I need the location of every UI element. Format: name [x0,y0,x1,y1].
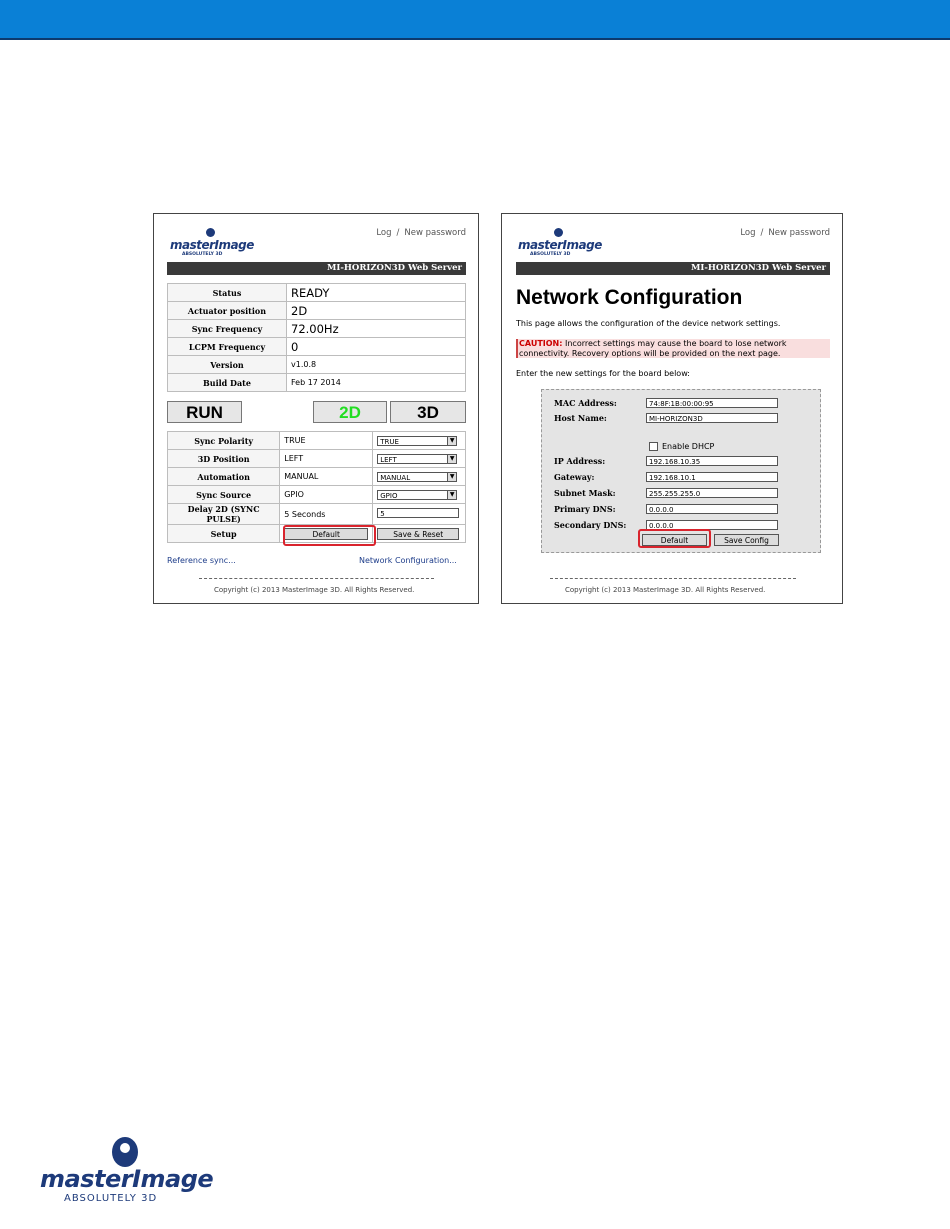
default-button-highlight [283,525,376,546]
primary-dns-input[interactable]: 0.0.0.0 [646,504,778,514]
mac-address-input[interactable]: 74:8F:1B:00:00:95 [646,398,778,408]
intro-text: This page allows the configuration of the device network settings. [516,319,781,328]
new-password-link[interactable]: New password [768,228,830,238]
default-button[interactable]: Default [642,534,707,546]
top-links: Log / New password [740,228,830,238]
gateway-input[interactable]: 192.168.10.1 [646,472,778,482]
copyright-text: Copyright (c) 2013 MasterImage 3D. All Rights Reserved. [214,586,415,594]
network-configuration-panel [501,213,843,604]
logo-eye-highlight [120,1143,130,1153]
table-row: Actuator position 2D [168,302,466,320]
ip-address-input[interactable]: 192.168.10.35 [646,456,778,466]
enable-dhcp-checkbox[interactable]: Enable DHCP [649,442,714,451]
top-links: Log / New password [376,228,466,238]
masterimage-logo: masterImage ABSOLUTELY 3D [170,228,254,257]
server-title-bar: MI-HORIZON3D Web Server [167,262,466,275]
checkbox-icon [649,442,658,451]
sync-polarity-select[interactable]: TRUE ▼ [377,436,457,446]
subnet-mask-input[interactable]: 255.255.255.0 [646,488,778,498]
logo-eye-icon [206,228,215,237]
table-row: Sync Source GPIO GPIO ▼ [168,486,466,504]
automation-select[interactable]: MANUAL ▼ [377,472,457,482]
footer-divider [550,578,796,579]
enter-settings-text: Enter the new settings for the board below: [516,369,690,378]
new-password-link[interactable]: New password [404,228,466,238]
mode-2d-button[interactable]: 2D [313,401,387,423]
table-row: 3D Position LEFT LEFT ▼ [168,450,466,468]
web-server-status-panel [153,213,479,604]
save-reset-button[interactable]: Save & Reset [377,528,459,540]
chevron-down-icon: ▼ [447,473,456,481]
footer-divider [199,578,434,579]
sync-source-select[interactable]: GPIO ▼ [377,490,457,500]
host-name-input[interactable]: MI-HORIZON3D [646,413,778,423]
copyright-text: Copyright (c) 2013 MasterImage 3D. All Rights Reserved. [565,586,766,594]
log-link[interactable]: Log [376,228,392,238]
chevron-down-icon: ▼ [447,455,456,463]
table-row: Status READY [168,284,466,302]
chevron-down-icon: ▼ [447,437,456,445]
table-row: Delay 2D (SYNC PULSE) 5 Seconds 5 [168,504,466,525]
mode-3d-button[interactable]: 3D [390,401,466,423]
masterimage-logo: masterImage ABSOLUTELY 3D [518,228,602,257]
secondary-dns-input[interactable]: 0.0.0.0 [646,520,778,530]
reference-sync-link[interactable]: Reference sync... [167,556,236,565]
log-link[interactable]: Log [740,228,756,238]
table-row: Setup Default Save & Reset [168,525,466,543]
table-row: Version v1.0.8 [168,356,466,374]
network-configuration-link[interactable]: Network Configuration... [359,556,457,565]
logo-eye-icon [554,228,563,237]
chevron-down-icon: ▼ [447,491,456,499]
save-config-button[interactable]: Save Config [714,534,779,546]
table-row: Automation MANUAL MANUAL ▼ [168,468,466,486]
page-title: Network Configuration [516,286,743,309]
caution-message: CAUTION: Incorrect settings may cause the board to lose network connectivity. Recovery options will be provided on the next page. [516,339,830,358]
run-button[interactable]: RUN [167,401,242,423]
table-row: Sync Polarity TRUE TRUE ▼ [168,432,466,450]
network-settings-form: MAC Address: 74:8F:1B:00:00:95 Host Name: MI-HORIZON3D Enable DHCP IP Address: 192.168.10.35 Gateway: 192.168.10.1 Subnet Mask: 255.255.255.0 Primary DNS: 0.0.0.0 Secondary DNS: 0.0.0.0 Default Save Config [541,389,821,553]
server-title-bar: MI-HORIZON3D Web Server [516,262,830,275]
table-row: LCPM Frequency 0 [168,338,466,356]
delay-2d-input[interactable]: 5 [377,508,459,518]
default-button-highlight [638,529,711,548]
table-row: Sync Frequency 72.00Hz [168,320,466,338]
status-table [167,283,466,392]
table-row: Build Date Feb 17 2014 [168,374,466,392]
footer-masterimage-logo: masterImage ABSOLUTELY 3D [40,1137,213,1176]
top-header-bar [0,0,950,40]
default-button[interactable]: Default [284,528,368,540]
3d-position-select[interactable]: LEFT ▼ [377,454,457,464]
